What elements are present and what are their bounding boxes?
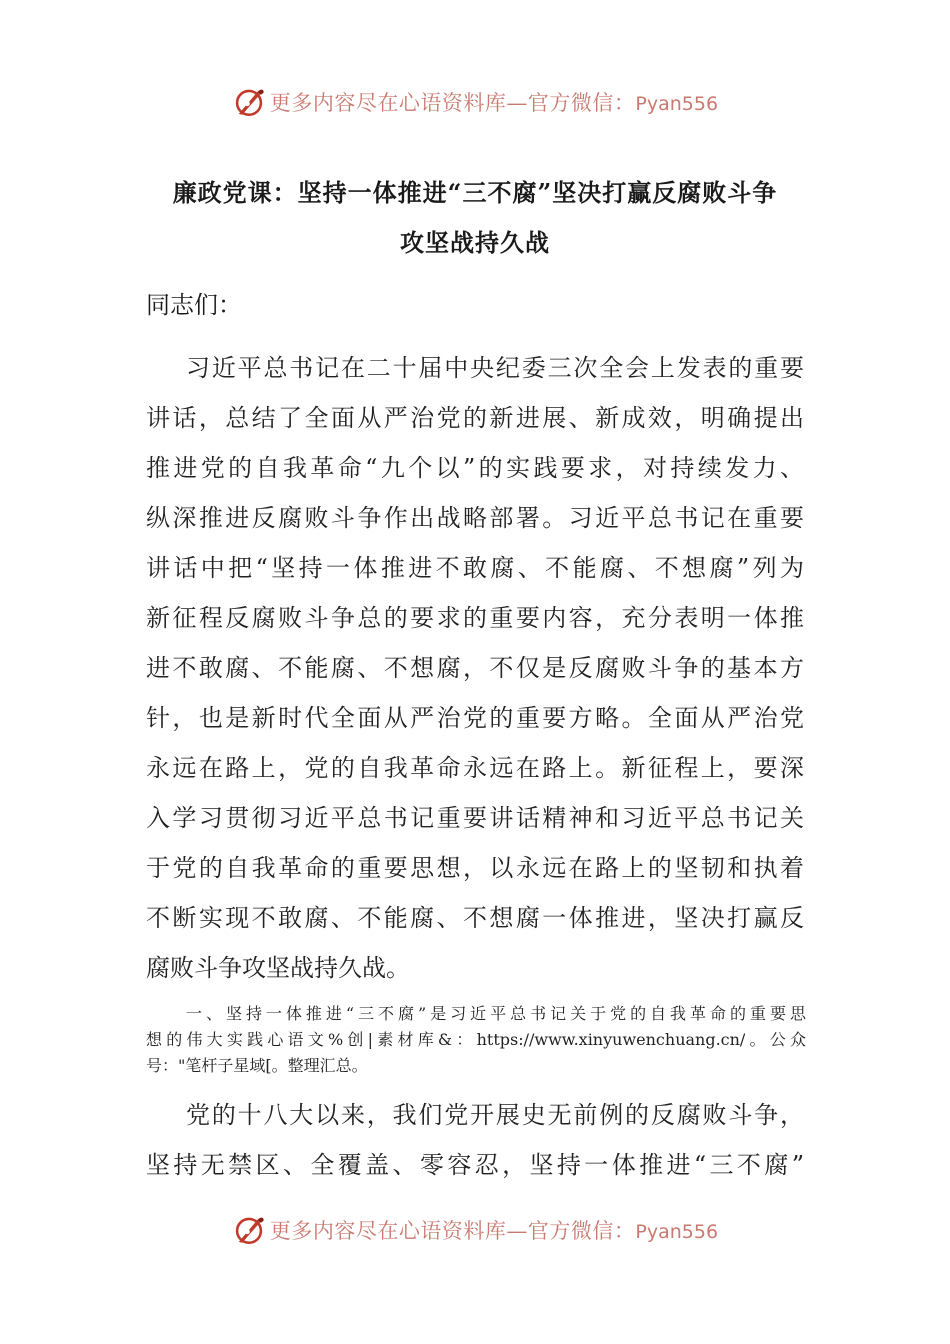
note-line: 一、坚持一体推进“三不腐”是习近平总书记关于党的自我革命的重要思 — [186, 1004, 806, 1023]
paragraph-line: 坚持无禁区、全覆盖、零容忍，坚持一体推进“三不腐” — [146, 1151, 804, 1179]
paragraph-line: 不断实现不敢腐、不能腐、不想腐一体推进，坚决打赢反 — [146, 904, 804, 932]
paragraph-line: 讲话中把“坚持一体推进不敢腐、不能腐、不想腐”列为 — [146, 554, 804, 582]
paragraph-line: 入学习贯彻习近平总书记重要讲话精神和习近平总书记关 — [146, 804, 804, 832]
header-banner — [0, 82, 950, 122]
paragraph-line: 讲话，总结了全面从严治党的新进展、新成效，明确提出 — [146, 404, 804, 432]
footer-banner — [0, 1210, 950, 1250]
banner-text: 更多内容尽在心语资料库—官方微信： — [269, 91, 636, 115]
note-line: 号："笔杆子星域[。整理汇总。 — [146, 1056, 368, 1075]
paragraph-line: 针，也是新时代全面从严治党的重要方略。全面从严治党 — [146, 704, 804, 732]
quill-logo-icon — [232, 85, 266, 119]
note-line: 想的伟大实践心语文%创|素材库&：https://www.xinyuwenchuang.cn/。公众 — [146, 1030, 806, 1049]
salutation: 同志们： — [146, 291, 242, 319]
paragraph-line: 于党的自我革命的重要思想，以永远在路上的坚韧和执着 — [146, 854, 804, 882]
paragraph-line: 进不敢腐、不能腐、不想腐，不仅是反腐败斗争的基本方 — [146, 654, 804, 682]
paragraph-line: 习近平总书记在二十届中央纪委三次全会上发表的重要 — [186, 354, 804, 382]
paragraph-line: 永远在路上，党的自我革命永远在路上。新征程上，要深 — [146, 754, 804, 782]
banner-handle: Pyan556 — [635, 93, 719, 115]
quill-logo-icon — [232, 1213, 266, 1247]
paragraph-line: 新征程反腐败斗争总的要求的重要内容，充分表明一体推 — [146, 604, 804, 632]
paragraph-line: 纵深推进反腐败斗争作出战略部署。习近平总书记在重要 — [146, 504, 804, 532]
paragraph-line: 推进党的自我革命“九个以”的实践要求，对持续发力、 — [146, 454, 804, 482]
paragraph-line: 党的十八大以来，我们党开展史无前例的反腐败斗争， — [186, 1101, 804, 1129]
paragraph-line: 腐败斗争攻坚战持久战。 — [146, 954, 410, 982]
banner-handle: Pyan556 — [635, 1221, 719, 1243]
document-title-line-1: 廉政党课：坚持一体推进“三不腐”坚决打赢反腐败斗争 — [172, 178, 778, 207]
banner-text: 更多内容尽在心语资料库—官方微信： — [269, 1219, 636, 1243]
document-title-line-2: 攻坚战持久战 — [400, 228, 550, 257]
